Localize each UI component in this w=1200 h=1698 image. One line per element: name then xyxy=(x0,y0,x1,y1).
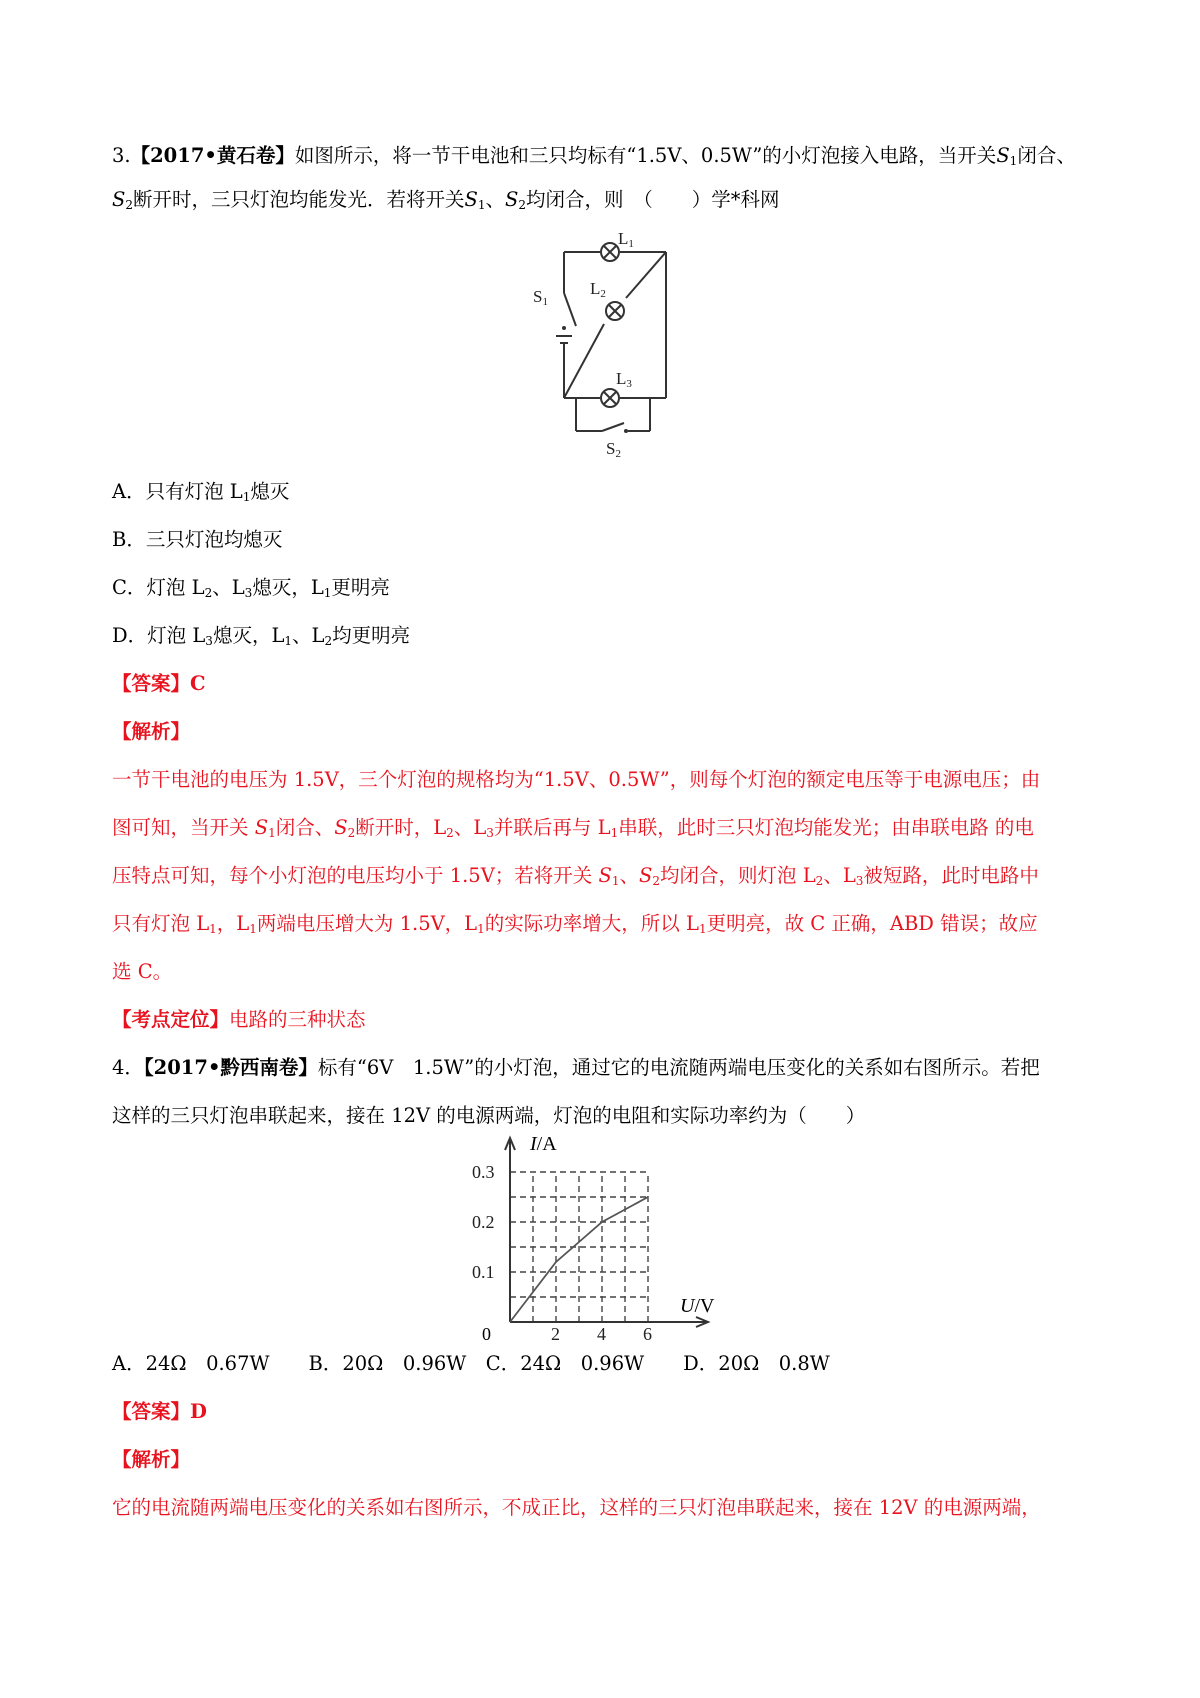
q3-circuit-diagram xyxy=(530,228,680,460)
q3-s2: S xyxy=(112,188,126,211)
q3-s1-sub: 1 xyxy=(1009,154,1018,168)
q4-answer-value: D xyxy=(190,1400,207,1423)
q3-s2b-sub: 2 xyxy=(518,198,527,212)
q3-an-l4-sub1c: 1 xyxy=(477,922,485,936)
q3-option-d-s2: 1 xyxy=(284,634,293,648)
q3-an-l3-s1: S xyxy=(598,864,612,887)
q3-analysis-line4 xyxy=(112,910,1038,938)
q3-an-l4c: 两端电压增大为 1.5V，L xyxy=(256,912,478,935)
chart-xlabel: U/V xyxy=(680,1295,715,1317)
q3-an-l3c: 均闭合，则灯泡 L xyxy=(660,864,816,887)
q3-keypoint-value: 电路的三种状态 xyxy=(229,1008,366,1031)
q3-option-c-t3: 熄灭，L xyxy=(252,576,324,599)
q3-option-c-label: C． xyxy=(112,576,147,599)
q3-option-c-s3: 1 xyxy=(323,586,332,600)
q3-an-l4d: 的实际功率增大，所以 L xyxy=(484,912,699,935)
q4-analysis-line1: 它的电流随两端电压变化的关系如右图所示，不成正比，这样的三只灯泡串联起来，接在 12V 的电源两端， xyxy=(112,1496,1041,1519)
q3-s2b: S xyxy=(505,188,519,211)
q3-stem-line1 xyxy=(112,142,1076,170)
q4-options: A．24Ω 0.67W B．20Ω 0.96W C．24Ω 0.96W D．20Ω 0.8W xyxy=(112,1352,830,1375)
q3-option-a-text: 只有灯泡 L xyxy=(145,480,243,503)
q3-switch-s1-blade xyxy=(564,293,576,326)
chart-grid xyxy=(510,1172,648,1322)
x-tick-label: 4 xyxy=(597,1324,606,1344)
q3-lamp-l3-icon xyxy=(601,389,619,407)
q3-s2-sub: 2 xyxy=(125,198,133,212)
q3-an-l4a: 只有灯泡 L xyxy=(112,912,210,935)
q3-an-l4-sub1d: 1 xyxy=(698,922,707,936)
q3-option-d-s3: 2 xyxy=(324,634,333,648)
q3-option-b xyxy=(112,526,282,554)
q3-analysis-line1: 一节干电池的电压为 1.5V，三个灯泡的规格均为“1.5V、0.5W”，则每个灯泡的额定电压等于电源电压；由 xyxy=(112,768,1041,791)
q3-option-c-t1: 灯泡 L xyxy=(146,576,205,599)
q3-an-l2b: 闭合、 xyxy=(275,816,335,839)
q3-fig-l1-label: L1 xyxy=(618,229,634,250)
q3-s1b: S xyxy=(464,188,478,211)
q3-an-l3-sub3: 3 xyxy=(855,874,864,888)
q4-number: 4． xyxy=(112,1056,144,1079)
q4-stem-line2: 这样的三只灯泡串联起来，接在 12V 的电源两端，灯泡的电阻和实际功率约为（ ） xyxy=(112,1104,866,1127)
q3-analysis-label: 【解析】 xyxy=(112,720,191,743)
q3-an-l4-sub1: 1 xyxy=(209,922,217,936)
q3-stem-text-a: 如图所示，将一节干电池和三只均标有“1.5V、0.5W”的小灯泡接入电路，当开关 xyxy=(294,144,997,167)
q3-option-a-tail: 熄灭 xyxy=(250,480,290,503)
y-tick-label: 0.2 xyxy=(472,1212,495,1232)
q3-keypoint-label: 【考点定位】 xyxy=(112,1008,230,1031)
q3-option-d xyxy=(112,622,410,650)
q3-an-l4-sub1b: 1 xyxy=(249,922,257,936)
q3-an-l2c: 断开时，L xyxy=(355,816,447,839)
y-tick-label: 0.1 xyxy=(472,1262,495,1282)
q3-fig-s1-label: S1 xyxy=(533,287,548,308)
q3-s1: S xyxy=(996,144,1010,167)
q3-an-l2d: 、L xyxy=(453,816,487,839)
q3-an-l2e: 并联后再与 L xyxy=(493,816,611,839)
q3-source: 【2017•黄石卷】 xyxy=(130,144,295,167)
chart-ylabel: I/A xyxy=(530,1134,557,1155)
q3-analysis-line2 xyxy=(112,814,1034,842)
q3-an-l2f: 串联，此时三只灯泡均能发光；由串联电路 的电 xyxy=(618,816,1034,839)
q3-option-a xyxy=(112,478,289,506)
q3-option-d-t4: 均更明亮 xyxy=(332,624,411,647)
q3-analysis-line3 xyxy=(112,862,1039,890)
q3-an-l2-sub1: 1 xyxy=(610,826,619,840)
q4-iu-chart xyxy=(470,1134,720,1344)
q3-keypoint xyxy=(112,1006,366,1034)
q3-an-l3a: 压特点可知，每个小灯泡的电压均小于 1.5V；若将开关 xyxy=(112,864,599,887)
x-tick-label: 2 xyxy=(551,1324,560,1344)
q3-lamp-l1-icon xyxy=(601,243,619,261)
q3-option-a-label: A． xyxy=(112,480,146,503)
q3-fig-l3-label: L3 xyxy=(616,369,632,390)
chart-axes xyxy=(505,1138,708,1327)
q3-sep: 、 xyxy=(485,188,506,211)
q3-option-b-label: B． xyxy=(112,528,146,551)
q3-option-c-s2: 3 xyxy=(244,586,253,600)
q3-an-l3d: 、L xyxy=(823,864,856,887)
q3-option-c-s1: 2 xyxy=(204,586,213,600)
q3-option-c-t2: 、L xyxy=(212,576,245,599)
q3-answer-label: 【答案】 xyxy=(112,672,191,695)
q3-answer xyxy=(112,670,206,698)
q3-an-l2a: 图可知，当开关 xyxy=(112,816,255,839)
q3-number: 3. xyxy=(112,144,131,167)
q3-an-l2-s1: S xyxy=(254,816,269,839)
chart-origin-label: 0 xyxy=(482,1324,491,1344)
q4-analysis-label: 【解析】 xyxy=(112,1448,191,1471)
q3-option-c-t4: 更明亮 xyxy=(331,576,390,599)
q3-an-l2-s1sub: 1 xyxy=(268,826,276,840)
q4-source: 【2017•黔西南卷】 xyxy=(143,1056,318,1079)
q3-fig-l2-label: L2 xyxy=(590,279,606,300)
q3-an-l3-s2: S xyxy=(639,864,653,887)
q4-stem-line1 xyxy=(112,1054,1040,1082)
q4-stem-text-a: 标有“6V 1.5W”的小灯泡，通过它的电流随两端电压变化的关系如右图所示。若把 xyxy=(317,1056,1040,1079)
q3-stem-line2 xyxy=(112,186,780,214)
q3-an-l3e: 被短路，此时电路中 xyxy=(863,864,1039,887)
q3-an-l2-s2sub: 2 xyxy=(347,826,356,840)
q3-s1b-sub: 1 xyxy=(477,198,486,212)
q3-fig-s2-label: S2 xyxy=(606,439,621,460)
q4-answer xyxy=(112,1398,207,1426)
q3-option-d-label: D． xyxy=(112,624,148,647)
y-tick-label: 0.3 xyxy=(472,1162,495,1182)
q3-an-l3b: 、 xyxy=(619,864,640,887)
q3-an-l2-s2: S xyxy=(334,816,348,839)
q4-answer-label: 【答案】 xyxy=(112,1400,191,1423)
q3-option-a-sub: 1 xyxy=(242,490,251,504)
q3-option-d-t1: 灯泡 L xyxy=(147,624,206,647)
q3-an-l3-s2sub: 2 xyxy=(652,874,661,888)
q3-an-l3-s1sub: 1 xyxy=(611,874,620,888)
q3-switch-s2-blade xyxy=(602,423,624,431)
q3-stem-closed: 闭合、 xyxy=(1017,144,1076,167)
q3-lamp-l2-icon xyxy=(606,302,624,320)
q3-answer-value: C xyxy=(190,672,206,695)
q3-stem-text-b: 断开时，三只灯泡均能发光．若将开关 xyxy=(133,188,465,211)
x-tick-label: 6 xyxy=(643,1324,652,1344)
q3-an-l4b: ，L xyxy=(216,912,250,935)
q3-stem-text-c: 均闭合，则 （ ）学*科网 xyxy=(526,188,780,211)
q3-an-l2-sub3: 3 xyxy=(486,826,494,840)
q3-option-d-s1: 3 xyxy=(205,634,213,648)
q3-an-l4e: 更明亮，故 C 正确，ABD 错误；故应 xyxy=(706,912,1038,935)
q3-option-d-t2: 熄灭，L xyxy=(212,624,285,647)
q3-option-c xyxy=(112,574,390,602)
q3-an-l3-sub2: 2 xyxy=(815,874,824,888)
q3-analysis-line5: 选 C。 xyxy=(112,960,173,983)
q3-option-b-text: 三只灯泡均熄灭 xyxy=(145,528,283,551)
q3-an-l2-sub2: 2 xyxy=(446,826,454,840)
q3-option-d-t3: 、L xyxy=(292,624,325,647)
